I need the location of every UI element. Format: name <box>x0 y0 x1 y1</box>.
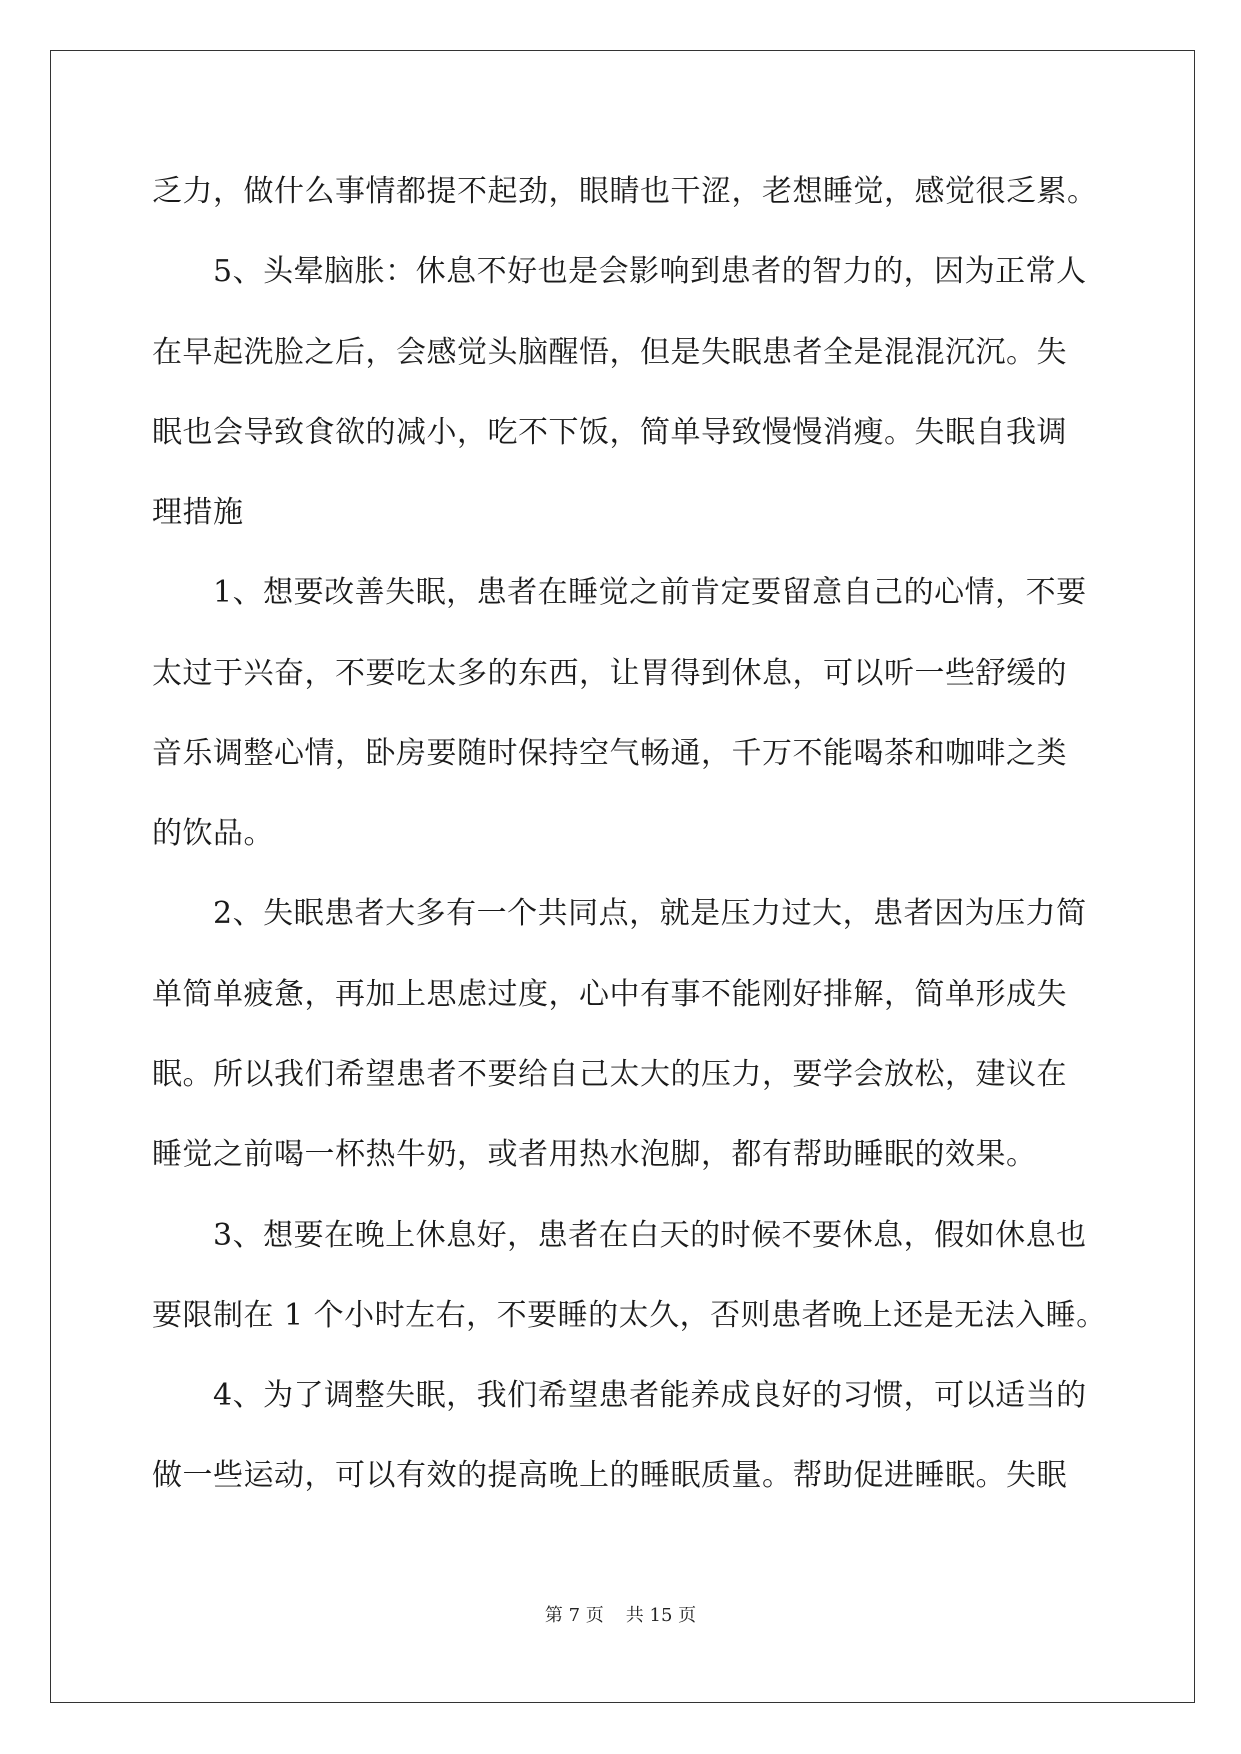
page-number-total: 共 15 页 <box>625 1605 697 1626</box>
text-line: 眠。所以我们希望患者不要给自己太大的压力，要学会放松，建议在 <box>152 1057 1067 1092</box>
text-line: 音乐调整心情，卧房要随时保持空气畅通，千万不能喝茶和咖啡之类 <box>152 736 1067 771</box>
text-line: 3、想要在晚上休息好，患者在白天的时候不要休息，假如休息也 <box>152 1218 1087 1253</box>
page-footer <box>0 1604 1241 1628</box>
text-line: 眠也会导致食欲的减小，吃不下饭，简单导致慢慢消瘦。失眠自我调 <box>152 415 1067 450</box>
text-line: 乏力，做什么事情都提不起劲，眼睛也干涩，老想睡觉，感觉很乏累。 <box>152 174 1098 209</box>
text-line: 单简单疲惫，再加上思虑过度，心中有事不能刚好排解，简单形成失 <box>152 977 1067 1012</box>
text-line: 要限制在 1 个小时左右，不要睡的太久，否则患者晚上还是无法入睡。 <box>152 1298 1107 1333</box>
text-line: 的饮品。 <box>152 816 274 851</box>
page-number-current: 第 7 页 <box>544 1605 604 1626</box>
text-line: 5、头晕脑胀：休息不好也是会影响到患者的智力的，因为正常人 <box>152 254 1087 289</box>
text-line: 做一些运动，可以有效的提高晚上的睡眠质量。帮助促进睡眠。失眠 <box>152 1458 1067 1493</box>
text-line: 2、失眠患者大多有一个共同点，就是压力过大，患者因为压力简 <box>152 896 1087 931</box>
text-line: 4、为了调整失眠，我们希望患者能养成良好的习惯，可以适当的 <box>152 1378 1087 1413</box>
text-line: 理措施 <box>152 495 244 530</box>
text-line: 1、想要改善失眠，患者在睡觉之前肯定要留意自己的心情，不要 <box>152 575 1087 610</box>
text-line: 在早起洗脸之后，会感觉头脑醒悟，但是失眠患者全是混混沉沉。失 <box>152 335 1067 370</box>
text-line: 太过于兴奋，不要吃太多的东西，让胃得到休息，可以听一些舒缓的 <box>152 656 1067 691</box>
text-line: 睡觉之前喝一杯热牛奶，或者用热水泡脚，都有帮助睡眠的效果。 <box>152 1137 1037 1172</box>
